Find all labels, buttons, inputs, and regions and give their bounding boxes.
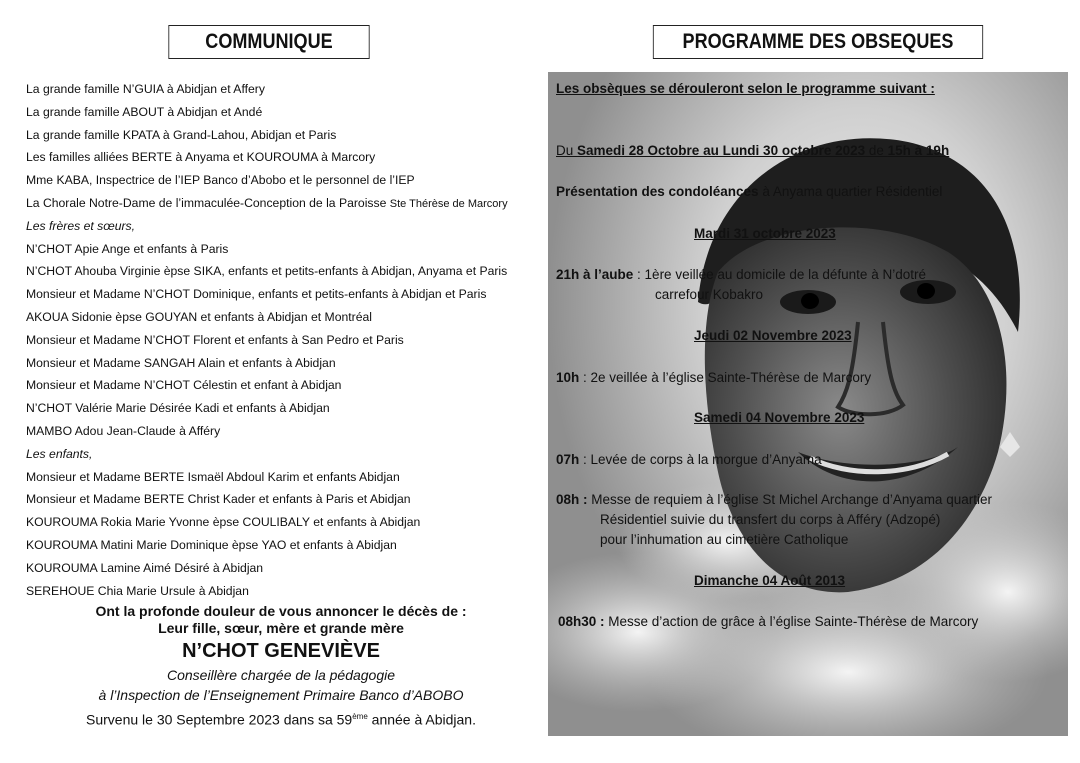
- event5-time: 08h30 :: [558, 614, 605, 629]
- family-line-text: La grande famille KPATA à Grand-Lahou, Abidjan et Paris: [26, 127, 337, 142]
- cond-part-3: de: [865, 143, 888, 158]
- family-line: [26, 443, 536, 466]
- cond-part-4: 15h à 19h: [887, 143, 950, 158]
- programme-title: PROGRAMME DES OBSEQUES: [653, 25, 983, 59]
- family-line: [26, 101, 536, 124]
- deceased-name: N’CHOT GENEVIÈVE: [182, 640, 380, 662]
- event2-text: : 2e veillée à l’église Sainte-Thérèse de Marcory: [579, 370, 872, 385]
- family-line: [26, 580, 536, 603]
- death-prefix: Survenu le 30 Septembre 2023 dans sa 59: [86, 711, 353, 728]
- programme-intro: [556, 81, 935, 96]
- family-line: [26, 466, 536, 489]
- family-line-text: Monsieur et Madame N’CHOT Florent et enfants à San Pedro et Paris: [26, 332, 404, 347]
- day3-label: Samedi 04 Novembre 2023: [694, 410, 865, 425]
- family-line: [26, 420, 536, 443]
- family-line-text: La grande famille N’GUIA à Abidjan et Affery: [26, 82, 265, 96]
- family-line-text: KOUROUMA Rokia Marie Yvonne èpse COULIBALY et enfants à Abidjan: [26, 515, 421, 530]
- event1-time: 21h à l’aube: [556, 267, 634, 282]
- event1-text-1: : 1ère veillée au domicile de la défunte à N’dotré: [633, 267, 926, 282]
- family-line: [26, 124, 536, 147]
- family-line-text: Monsieur et Madame N’CHOT Dominique, enfants et petits-enfants à Abidjan et Paris: [26, 287, 487, 302]
- family-line: [26, 534, 536, 557]
- condoleance-line: [556, 184, 942, 199]
- announce-line-1: Ont la profonde douleur de vous annoncer le décès de :: [95, 603, 467, 619]
- family-line-text: Les enfants,: [26, 446, 93, 461]
- day-heading-1: [694, 226, 836, 241]
- family-line-text: Les frères et sœurs,: [26, 218, 136, 233]
- role-line-1: Conseillère chargée de la pédagogie: [166, 667, 396, 683]
- portrait-illustration: [548, 72, 1068, 736]
- death-sup: ème: [352, 712, 368, 721]
- family-line-text: N’CHOT Apie Ange et enfants à Paris: [26, 241, 229, 256]
- family-line-text: Les familles alliées BERTE à Anyama et KOUROUMA à Marcory: [26, 150, 376, 165]
- family-line: [26, 488, 536, 511]
- family-line: [26, 260, 536, 283]
- family-line: [26, 511, 536, 534]
- cond-place: à Anyama quartier Résidentiel: [758, 184, 943, 199]
- family-line: [26, 146, 536, 169]
- family-line: [26, 557, 536, 580]
- family-line: [26, 215, 536, 238]
- family-line: [26, 397, 536, 420]
- family-line-text: N’CHOT Ahouba Virginie èpse SIKA, enfants et petits-enfants à Abidjan, Anyama et Paris: [26, 264, 508, 279]
- event-2: [556, 370, 871, 385]
- day-heading-3: [694, 410, 864, 425]
- event-4-cont-2: [600, 532, 848, 547]
- event5-text: Messe d’action de grâce à l’église Sainte-Thérèse de Marcory: [604, 614, 979, 629]
- death-date-line: [26, 705, 536, 732]
- event4-time: 08h :: [556, 492, 588, 507]
- event-4: [556, 492, 992, 507]
- family-line: [26, 78, 536, 101]
- intro-text: Les obsèques se dérouleront selon le programme suivant :: [556, 81, 935, 96]
- family-line-small-text: Ste Thérèse de Marcory: [389, 197, 508, 210]
- day4-label: Dimanche 04 Août 2013: [694, 573, 846, 588]
- event4-text-3: pour l’inhumation au cimetière Catholique: [600, 532, 849, 547]
- family-list: [26, 78, 536, 602]
- day-heading-2: [694, 328, 852, 343]
- cond-part-2: Samedi 28 Octobre au Lundi 30 octobre 2023: [577, 143, 866, 158]
- family-line-text: SEREHOUE Chia Marie Ursule à Abidjan: [26, 583, 249, 598]
- family-line-text: La Chorale Notre-Dame de l’immaculée-Conception de la Paroisse: [26, 195, 390, 210]
- cond-part-1: Du: [556, 143, 578, 158]
- family-line: [26, 192, 536, 215]
- event3-text: : Levée de corps à la morgue d’Anyama: [579, 452, 822, 467]
- event2-time: 10h: [556, 370, 580, 385]
- family-line-text: Mme KABA, Inspectrice de l’IEP Banco d’Abobo et le personnel de l’IEP: [26, 173, 415, 188]
- event-4-cont-1: [600, 512, 940, 527]
- event4-text-1: Messe de requiem à l’église St Michel Archange d’Anyama quartier: [587, 492, 992, 507]
- family-line-text: Monsieur et Madame BERTE Christ Kader et enfants à Paris et Abidjan: [26, 492, 411, 507]
- family-line-text: Monsieur et Madame SANGAH Alain et enfants à Abidjan: [26, 355, 336, 370]
- day1-label: Mardi 31 octobre 2023: [694, 226, 836, 241]
- family-line-text: KOUROUMA Matini Marie Dominique èpse YAO et enfants à Abidjan: [26, 537, 397, 552]
- family-line: [26, 352, 536, 375]
- portrait-photo: [548, 72, 1068, 736]
- communique-title: COMMUNIQUE: [168, 25, 369, 59]
- role-line-2: à l’Inspection de l’Enseignement Primaire Banco d’ABOBO: [98, 687, 464, 703]
- event3-time: 07h: [556, 452, 580, 467]
- family-line-text: La grande famille ABOUT à Abidjan et Andé: [26, 104, 263, 119]
- event-5: [558, 614, 978, 629]
- family-line: [26, 169, 536, 192]
- family-line: [26, 374, 536, 397]
- cond-label: Présentation des condoléances: [556, 184, 759, 199]
- family-line-text: N’CHOT Valérie Marie Désirée Kadi et enfants à Abidjan: [26, 401, 330, 416]
- day2-label: Jeudi 02 Novembre 2023: [694, 328, 852, 343]
- condoleance-dates: [556, 143, 949, 158]
- death-suffix: année à Abidjan.: [367, 711, 476, 728]
- event-1-cont: [655, 287, 763, 302]
- family-line: [26, 306, 536, 329]
- event4-text-2: Résidentiel suivie du transfert du corps à Afféry (Adzopé): [600, 512, 941, 527]
- family-line-text: KOUROUMA Lamine Aimé Désiré à Abidjan: [26, 560, 264, 575]
- announce-line-2: Leur fille, sœur, mère et grande mère: [158, 620, 404, 636]
- family-line: [26, 329, 536, 352]
- event1-text-2: carrefour Kobakro: [655, 287, 764, 302]
- event-1: [556, 267, 926, 282]
- event-3: [556, 452, 822, 467]
- announcement-block: [26, 603, 536, 732]
- day-heading-4: [694, 573, 845, 588]
- family-line: [26, 238, 536, 261]
- family-line-text: AKOUA Sidonie èpse GOUYAN et enfants à Abidjan et Montréal: [26, 309, 372, 324]
- family-line-text: MAMBO Adou Jean-Claude à Afféry: [26, 423, 221, 438]
- family-line: [26, 283, 536, 306]
- family-line-text: Monsieur et Madame BERTE Ismaël Abdoul Karim et enfants Abidjan: [26, 469, 400, 484]
- family-line-text: Monsieur et Madame N’CHOT Célestin et enfant à Abidjan: [26, 378, 342, 393]
